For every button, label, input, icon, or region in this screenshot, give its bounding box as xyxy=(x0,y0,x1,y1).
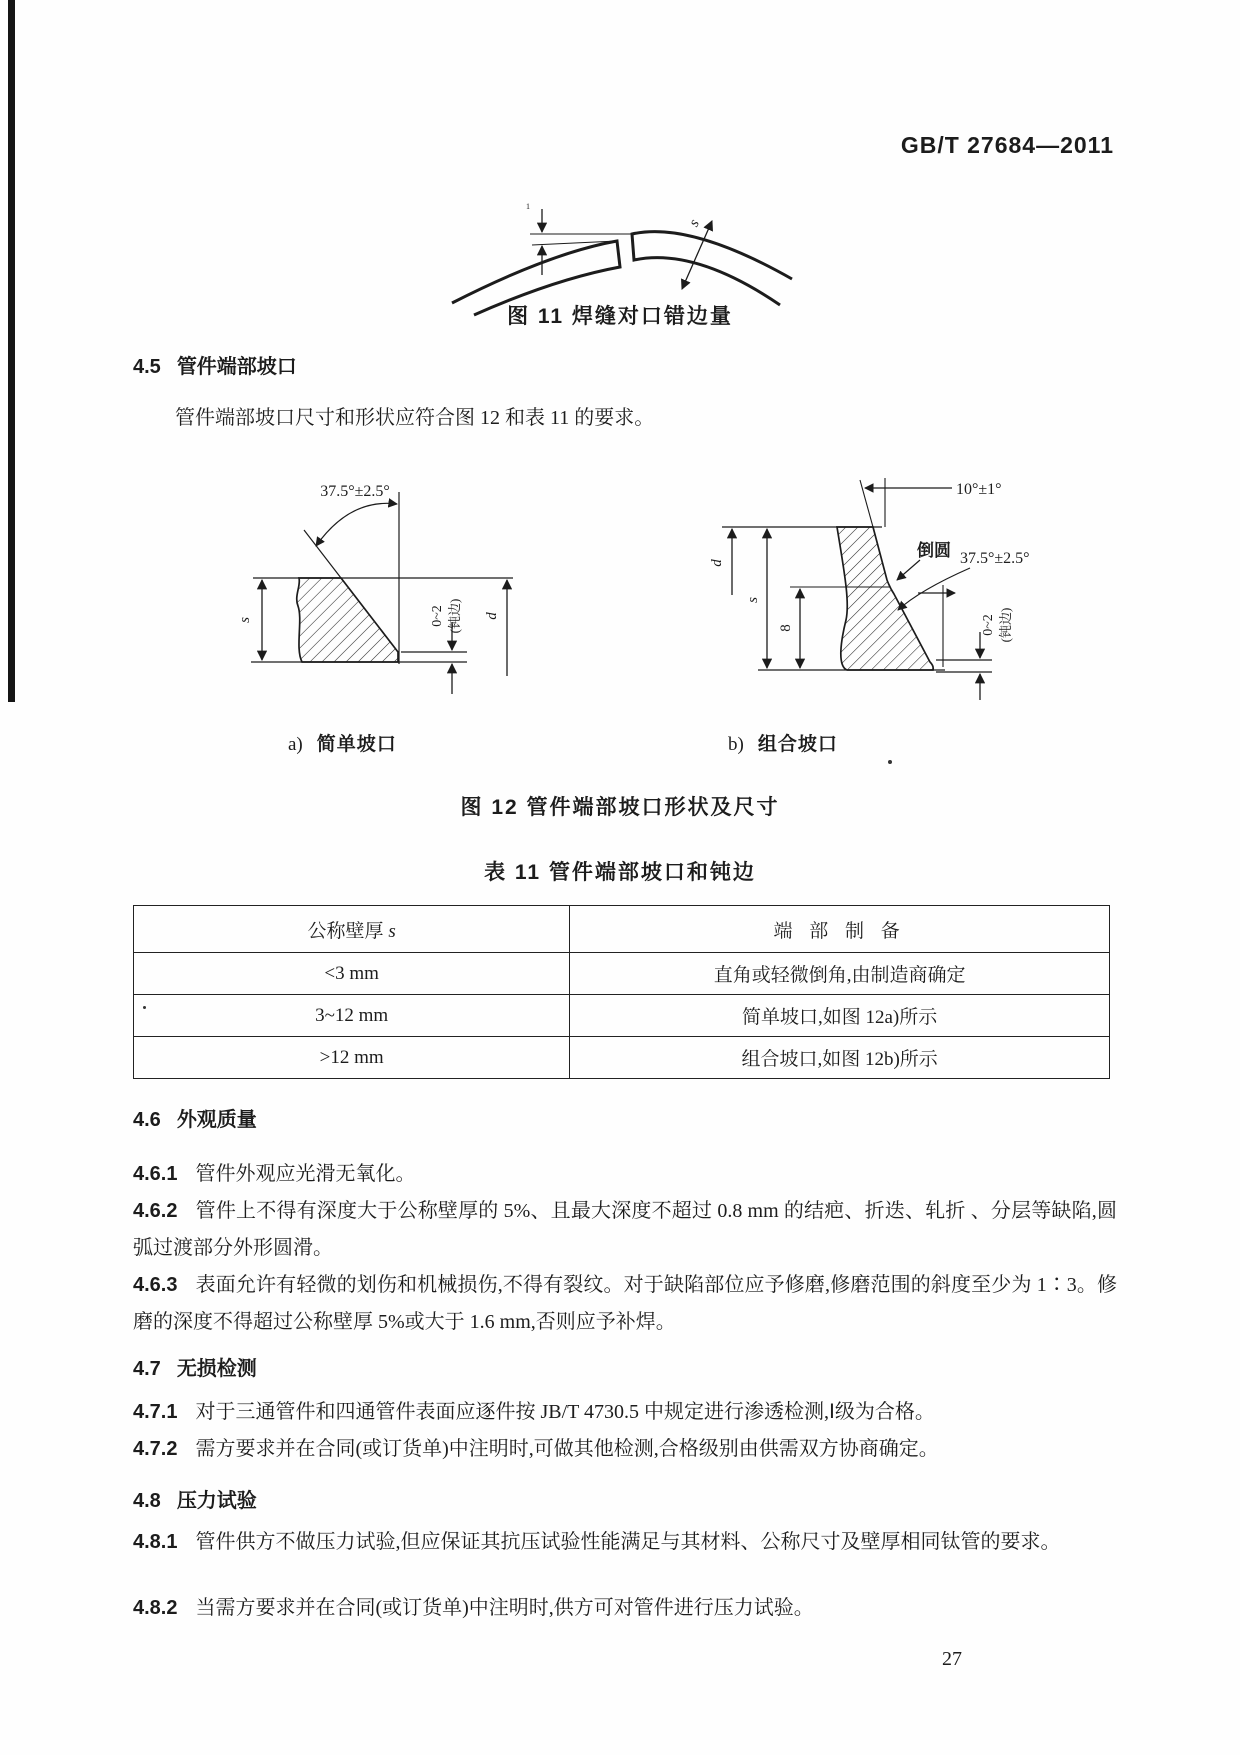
angle-top-label: 10°±1° xyxy=(956,481,1002,498)
clause-4-6-1 xyxy=(133,1156,1117,1193)
section-4-7-heading xyxy=(133,1352,257,1381)
standard-code: GB/T 27684—2011 xyxy=(900,132,1114,158)
clause-number: 4.7.1 xyxy=(133,1401,178,1423)
clause-text: 管件外观应光滑无氧化。 xyxy=(195,1163,416,1185)
clause-number: 4.6.2 xyxy=(133,1200,178,1222)
page-number: 27 xyxy=(942,1648,962,1670)
table-11 xyxy=(133,905,1110,1079)
clause-text: 管件上不得有深度大于公称壁厚的 5%、且最大深度不超过 0.8 mm 的结疤、折迭、轧折 、分层等缺陷,圆弧过渡部分外形圆滑。 xyxy=(133,1200,1117,1259)
figure-12b-drawing xyxy=(640,420,1050,700)
clause-4-7-1 xyxy=(133,1394,1117,1431)
col-header-end-prep: 端 部 制 备 xyxy=(570,906,1110,953)
scan-binding-mark xyxy=(8,0,15,702)
section-number: 4.5 xyxy=(133,356,161,378)
angle-arc xyxy=(316,503,397,546)
figure-12-caption: 图 12 管件端部坡口形状及尺寸 xyxy=(460,796,780,819)
section-title: 压力试验 xyxy=(176,1490,257,1512)
figure-12b-caption xyxy=(728,729,838,756)
section-title: 管件端部坡口 xyxy=(176,356,297,378)
table-row xyxy=(134,953,1110,995)
offset-label: 1 xyxy=(526,202,530,211)
fillet-leader xyxy=(897,560,920,580)
section-number: 4.6 xyxy=(133,1109,161,1131)
section-title: 外观质量 xyxy=(176,1109,257,1131)
clause-4-6-3 xyxy=(133,1267,1117,1341)
sub-figure-title: 简单坡口 xyxy=(316,734,397,755)
cell-thickness: >12 mm xyxy=(134,1037,570,1079)
clause-4-7-2 xyxy=(133,1431,1117,1468)
col-header-thickness xyxy=(134,906,570,953)
table-11-title: 表 11 管件端部坡口和钝边 xyxy=(484,861,756,884)
figure-11-drawing xyxy=(440,183,805,313)
root-note-label: (钝边) xyxy=(447,598,462,634)
cell-thickness: <3 mm xyxy=(134,953,570,995)
s-dimension-line xyxy=(682,221,712,289)
clause-text: 当需方要求并在合同(或订货单)中注明时,供方可对管件进行压力试验。 xyxy=(195,1597,814,1619)
angle-bevel-leader xyxy=(898,568,970,610)
sub-figure-label: a) xyxy=(288,734,303,755)
clause-number: 4.6.3 xyxy=(133,1274,178,1296)
clause-number: 4.7.2 xyxy=(133,1438,178,1460)
clause-4-8-1 xyxy=(133,1524,1117,1561)
section-number: 4.8 xyxy=(133,1490,161,1512)
section-title: 无损检测 xyxy=(176,1358,257,1380)
section-4-5-heading xyxy=(133,350,297,379)
section-4-8-heading xyxy=(133,1484,257,1513)
clause-text: 需方要求并在合同(或订货单)中注明时,可做其他检测,合格级别由供需双方协商确定。 xyxy=(195,1438,939,1460)
col-header-thickness-var: s xyxy=(388,920,396,942)
h8-label: 8 xyxy=(778,624,794,632)
s-label: s xyxy=(237,617,253,623)
clause-4-6-2 xyxy=(133,1193,1117,1267)
clause-text: 对于三通管件和四通管件表面应逐件按 JB/T 4730.5 中规定进行渗透检测,Ⅰ级为合格。 xyxy=(195,1401,935,1423)
clause-text: 管件供方不做压力试验,但应保证其抗压试验性能满足与其材料、公称尺寸及壁厚相同钛管的要求。 xyxy=(195,1531,1061,1553)
pipe-right-segment xyxy=(632,232,792,305)
root-label: 0~2 xyxy=(430,605,445,627)
scan-speckle xyxy=(888,760,892,764)
cell-thickness: 3~12 mm xyxy=(134,995,570,1037)
figure-11-caption: 图 11 焊缝对口错边量 xyxy=(507,305,733,328)
cell-prep: 直角或轻微倒角,由制造商确定 xyxy=(570,953,1110,995)
s-label: s xyxy=(745,597,761,603)
table-row xyxy=(134,1037,1110,1079)
sub-figure-label: b) xyxy=(728,734,744,755)
root-note-label: (钝边) xyxy=(998,607,1013,643)
d-label: d xyxy=(484,612,500,620)
col-header-thickness-text: 公称壁厚 xyxy=(307,920,384,942)
edge-extension-line xyxy=(860,480,873,527)
section-number: 4.7 xyxy=(133,1358,161,1380)
cell-prep: 简单坡口,如图 12a)所示 xyxy=(570,995,1110,1037)
sub-figure-title: 组合坡口 xyxy=(757,734,838,755)
table-row xyxy=(134,995,1110,1037)
bevel-cross-section xyxy=(297,578,398,662)
d-label: d xyxy=(709,559,725,567)
clause-4-8-2 xyxy=(133,1590,1117,1627)
fillet-label: 倒圆 xyxy=(917,541,951,560)
root-label: 0~2 xyxy=(981,614,996,636)
angle-bevel-label: 37.5°±2.5° xyxy=(960,550,1030,567)
table-header-row xyxy=(134,906,1110,953)
figure-12a-caption xyxy=(288,729,397,756)
clause-number: 4.6.1 xyxy=(133,1163,178,1185)
angle-label: 37.5°±2.5° xyxy=(320,483,390,500)
clause-text: 表面允许有轻微的划伤和机械损伤,不得有裂纹。对于缺陷部位应予修磨,修磨范围的斜度至少为 1∶3。修磨的深度不得超过公称壁厚 5%或大于 1.6 mm,否则应予补焊。 xyxy=(133,1274,1117,1333)
clause-number: 4.8.2 xyxy=(133,1597,178,1619)
clause-number: 4.8.1 xyxy=(133,1531,178,1553)
cell-prep: 组合坡口,如图 12b)所示 xyxy=(570,1037,1110,1079)
figure-12a-drawing xyxy=(215,468,560,713)
section-4-6-heading xyxy=(133,1103,257,1132)
s-label: s xyxy=(686,216,703,230)
section-4-5-paragraph: 管件端部坡口尺寸和形状应符合图 12 和表 11 的要求。 xyxy=(175,407,655,429)
